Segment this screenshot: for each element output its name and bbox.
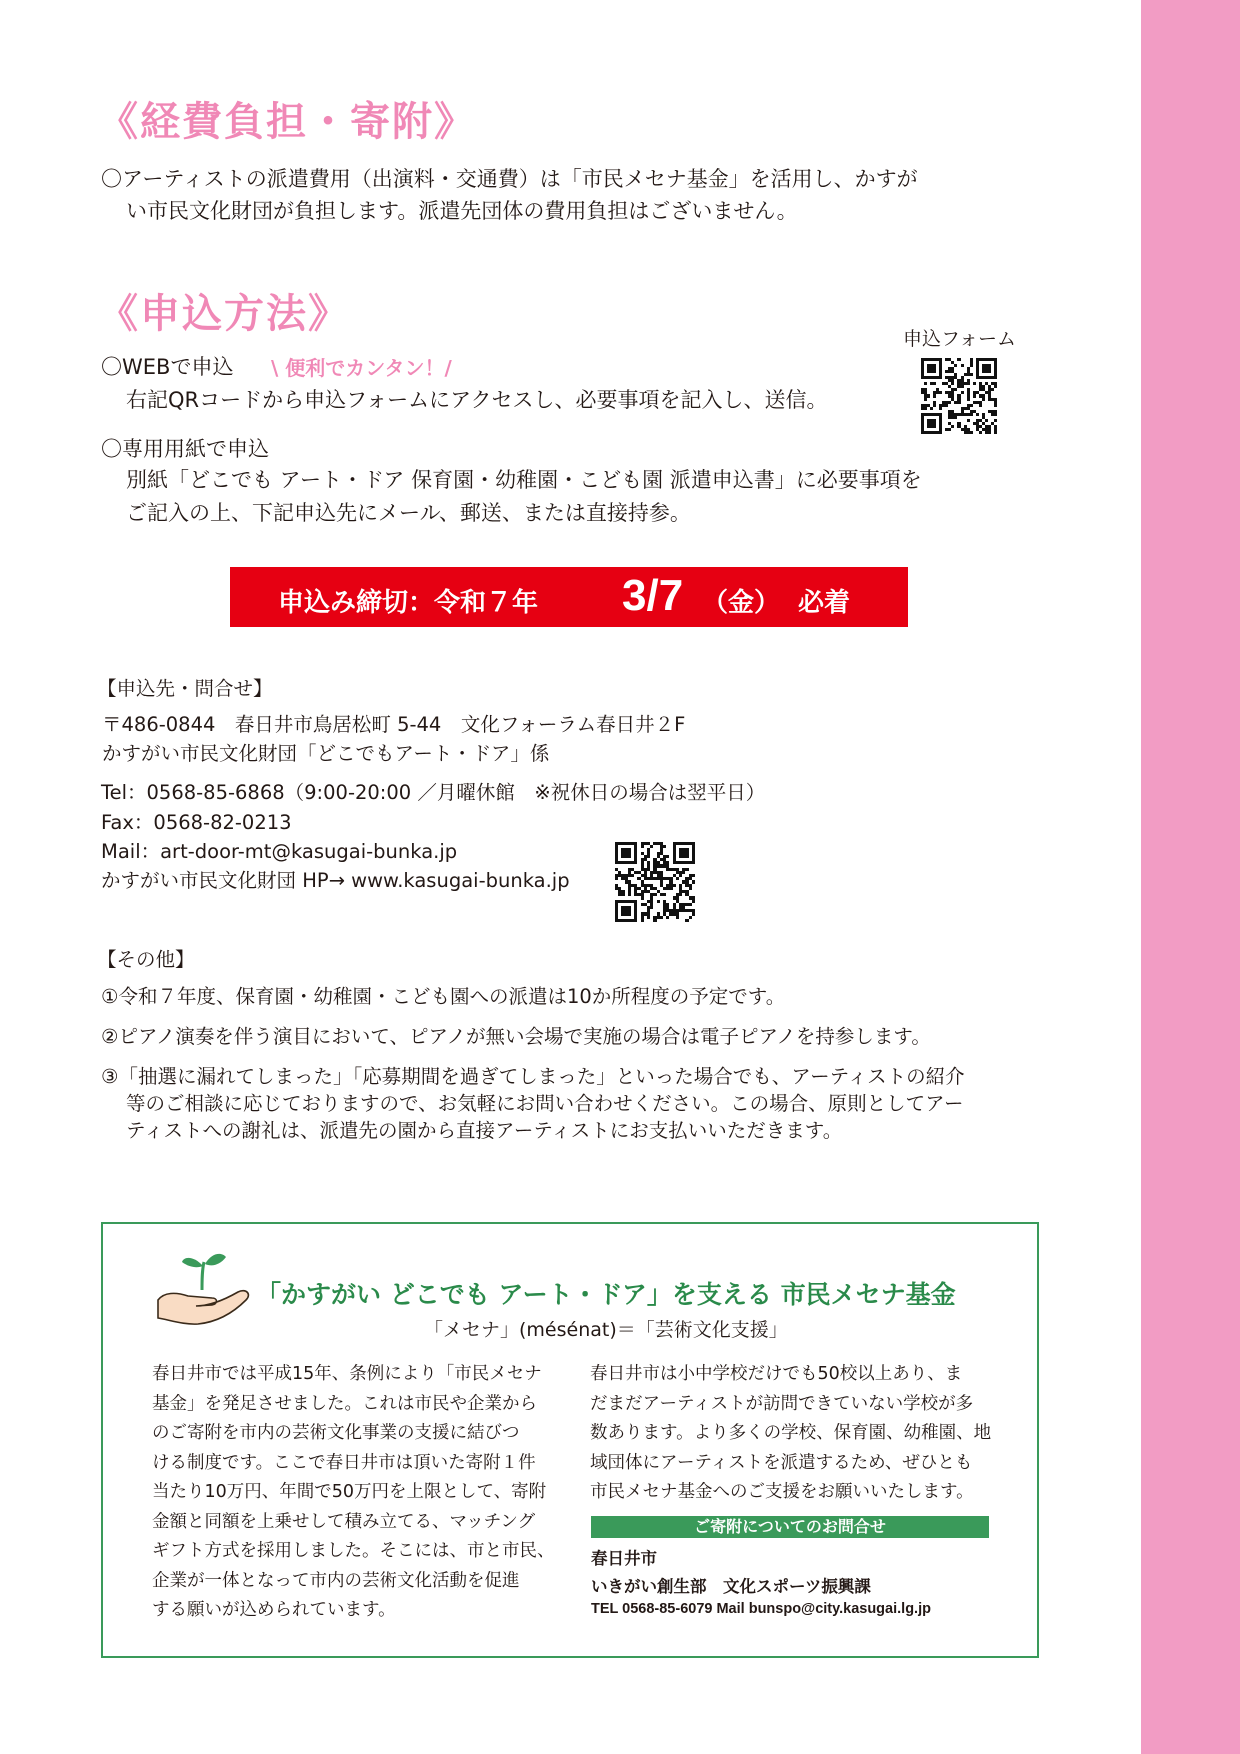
hand-sprout-icon	[154, 1248, 254, 1330]
left-line: 基金」を発足させました。これは市民や企業から	[152, 1393, 537, 1414]
right-line: 域団体にアーティストを派遣するため、ぜひとも	[590, 1452, 973, 1473]
left-line: のご寄附を市内の芸術文化事業の支援に結びつ	[152, 1423, 520, 1443]
deadline-banner	[230, 567, 908, 627]
left-line: ける制度です。ここで春日井市は頂いた寄附１件	[152, 1452, 536, 1473]
cost-heading: 《経費負担・寄附》	[98, 99, 476, 145]
inquiry-city: 春日井市	[591, 1549, 657, 1568]
other-heading: 【その他】	[97, 948, 195, 971]
cost-line-2: い市民文化財団が負担します。派遣先団体の費用負担はございません。	[126, 199, 798, 223]
deadline-suffix: 必着	[798, 588, 851, 618]
decorative-sidebar-strip	[1141, 0, 1240, 1754]
deadline-prefix: 申込み締切：令和７年	[278, 588, 539, 618]
contact-org: かすがい市民文化財団「どこでもアート・ドア」係	[102, 742, 550, 765]
deadline-weekday: （金）	[702, 588, 781, 618]
inquiry-dept: いきがい創生部 文化スポーツ振興課	[591, 1577, 871, 1596]
paper-apply-title: 〇専用用紙で申込	[101, 437, 269, 461]
other-item-3-line-3: ティストへの謝礼は、派遣先の園から直接アーティストにお支払いいただきます。	[126, 1119, 843, 1142]
mecenat-title: 「かすがい どこでも アート・ドア」を支える 市民メセナ基金	[256, 1280, 956, 1309]
other-item-1: ①令和７年度、保育園・幼稚園・こども園への派遣は10か所程度の予定です。	[101, 985, 786, 1008]
mecenat-right-column	[590, 1360, 991, 1508]
right-line: だまだアーティストが訪問できていない学校が多	[590, 1393, 974, 1414]
apply-heading: 《申込方法》	[98, 291, 350, 337]
contact-address: 〒486-0844 春日井市鳥居松町 5-44 文化フォーラム春日井２F	[102, 713, 686, 736]
left-line: 企業が一体となって市内の芸術文化活動を促進	[152, 1570, 520, 1591]
contact-fax: Fax：0568-82-0213	[101, 811, 292, 834]
deadline-date: 3/7	[622, 571, 684, 620]
application-form-qr-code[interactable]	[921, 358, 997, 434]
contact-heading: 【申込先・問合せ】	[97, 677, 273, 700]
mecenat-left-column	[152, 1360, 555, 1626]
left-line: 春日井市では平成15年、条例により「市民メセナ	[152, 1364, 542, 1384]
right-line: 数あります。より多くの学校、保育園、幼稚園、地	[590, 1423, 992, 1443]
inquiry-contact[interactable]: TEL 0568-85-6079 Mail bunspo@city.kasugai.lg.jp	[591, 1601, 931, 1617]
mecenat-subtitle: 「メセナ」(mésénat)＝「芸術文化支援」	[424, 1319, 788, 1341]
right-line: 春日井市は小中学校だけでも50校以上あり、ま	[590, 1364, 963, 1384]
donation-inquiry-bar: ご寄附についてのお問合せ	[591, 1516, 989, 1538]
web-apply-desc: 右記QRコードから申込フォームにアクセスし、必要事項を記入し、送信。	[126, 388, 828, 412]
contact-mail[interactable]: Mail：art-door-mt@kasugai-bunka.jp	[101, 840, 458, 863]
web-apply-note: \ 便利でカンタン！/	[271, 356, 452, 380]
left-line: する願いが込められています。	[152, 1600, 396, 1620]
paper-apply-line-2: ご記入の上、下記申込先にメール、郵送、または直接持参。	[126, 501, 691, 525]
contact-tel: Tel：0568-85-6868（9:00-20:00 ／月曜休館 ※祝休日の場合は翌平日）	[101, 781, 766, 804]
paper-apply-line-1: 別紙「どこでも アート・ドア 保育園・幼稚園・こども園 派遣申込書」に必要事項を	[126, 468, 922, 492]
other-item-3-line-2: 等のご相談に応じておりますので、お気軽にお問い合わせください。この場合、原則としてアー	[126, 1092, 964, 1115]
other-item-3-line-1: ③「抽選に漏れてしまった」「応募期間を過ぎてしまった」といった場合でも、アーティストの紹介	[101, 1065, 965, 1088]
right-line: 市民メセナ基金へのご支援をお願いいたします。	[590, 1482, 974, 1502]
left-line: 当たり10万円、年間で50万円を上限として、寄附	[152, 1482, 547, 1502]
qr-form-label: 申込フォーム	[903, 328, 1017, 350]
left-line: 金額と同額を上乗せして積み立てる、マッチング	[152, 1511, 536, 1532]
cost-line-1: 〇アーティストの派遣費用（出演料・交通費）は「市民メセナ基金」を活用し、かすが	[101, 167, 918, 191]
web-apply-title: 〇WEBで申込	[101, 355, 234, 379]
homepage-qr-code[interactable]	[615, 842, 695, 922]
left-line: ギフト方式を採用しました。そこには、市と市民、	[152, 1541, 555, 1561]
contact-homepage[interactable]: かすがい市民文化財団 HP→ www.kasugai-bunka.jp	[101, 869, 570, 892]
other-item-2: ②ピアノ演奏を伴う演目において、ピアノが無い会場で実施の場合は電子ピアノを持参します。	[101, 1025, 931, 1048]
